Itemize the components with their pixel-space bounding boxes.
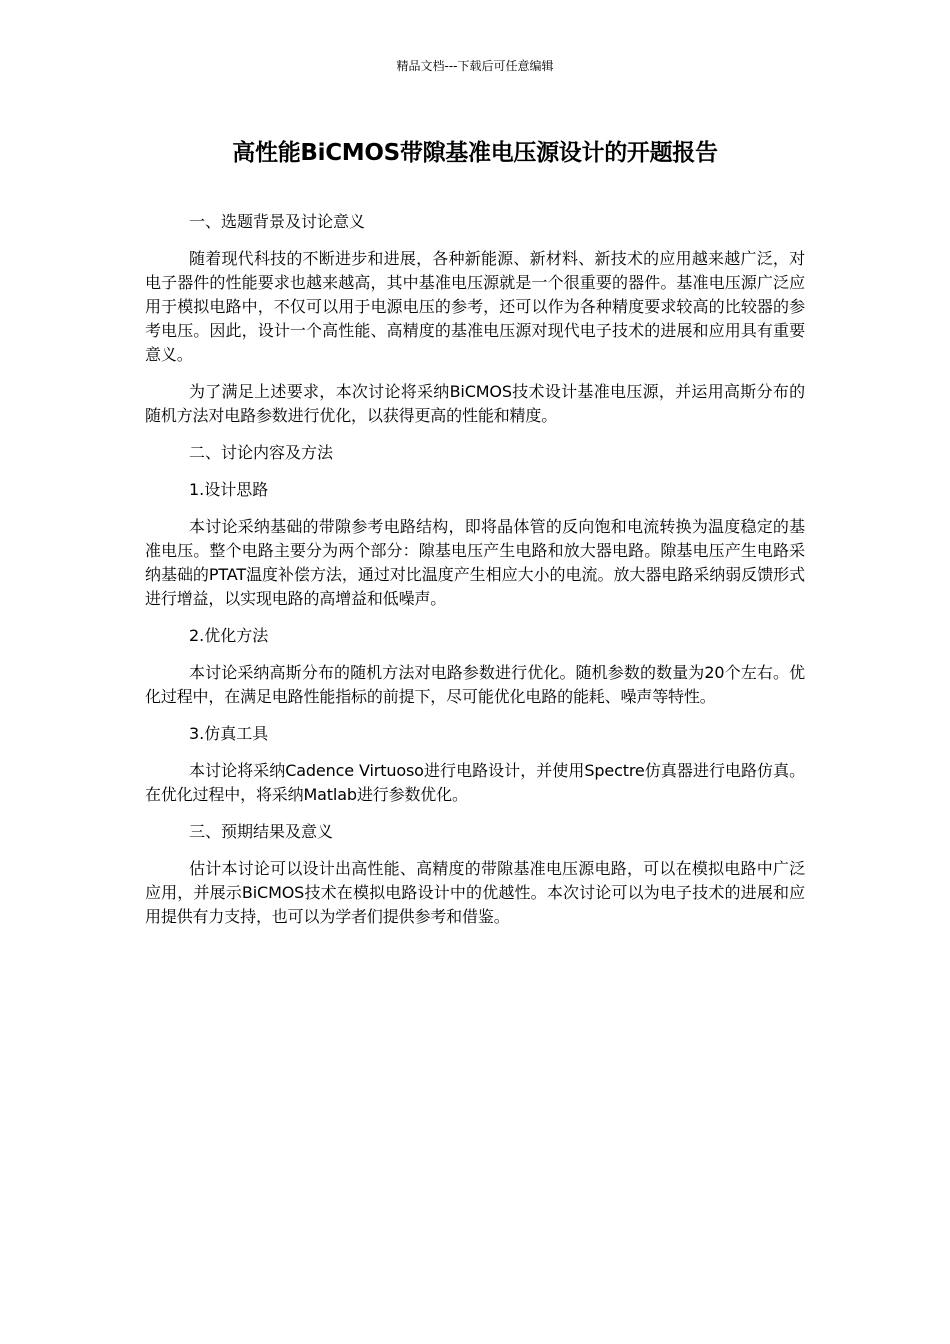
- page-header: 精品文档---下载后可任意编辑: [396, 59, 554, 73]
- subheading-optimization-method: 2.优化方法: [189, 626, 269, 645]
- subheading-design-approach: 1.设计思路: [189, 480, 269, 499]
- paragraph: 为了满足上述要求，本次讨论将采纳BiCMOS技术设计基准电压源，并运用高斯分布的随机方法对电路参数进行优化，以获得更高的性能和精度。: [145, 382, 805, 425]
- section-heading-content-methods: 二、讨论内容及方法: [189, 443, 334, 462]
- subheading-simulation-tools: 3.仿真工具: [189, 724, 269, 743]
- paragraph: 本讨论将采纳Cadence Virtuoso进行电路设计，并使用Spectre仿真器进行电路仿真。在优化过程中，将采纳Matlab进行参数优化。: [145, 761, 805, 804]
- paragraph: 本讨论采纳高斯分布的随机方法对电路参数进行优化。随机参数的数量为20个左右。优化过程中，在满足电路性能指标的前提下，尽可能优化电路的能耗、噪声等特性。: [145, 663, 805, 706]
- document-title: 高性能BiCMOS带隙基准电压源设计的开题报告: [232, 140, 718, 166]
- paragraph: 本讨论采纳基础的带隙参考电路结构，即将晶体管的反向饱和电流转换为温度稳定的基准电压。整个电路主要分为两个部分：隙基电压产生电路和放大器电路。隙基电压产生电路采纳基础的PTAT温度补偿方法，通过对比温度产生相应大小的电流。放大器电路采纳弱反馈形式进行增益，以实现电路的高增益和低噪声。: [145, 517, 805, 608]
- paragraph: 估计本讨论可以设计出高性能、高精度的带隙基准电压源电路，可以在模拟电路中广泛应用，并展示BiCMOS技术在模拟电路设计中的优越性。本次讨论可以为电子技术的进展和应用提供有力支持，也可以为学者们提供参考和借鉴。: [145, 859, 805, 926]
- section-heading-background: 一、选题背景及讨论意义: [189, 212, 366, 231]
- paragraph: 随着现代科技的不断进步和进展，各种新能源、新材料、新技术的应用越来越广泛，对电子器件的性能要求也越来越高，其中基准电压源就是一个很重要的器件。基准电压源广泛应用于模拟电路中，不仅可以用于电源电压的参考，还可以作为各种精度要求较高的比较器的参考电压。因此，设计一个高性能、高精度的基准电压源对现代电子技术的进展和应用具有重要意义。: [145, 249, 805, 364]
- section-heading-expected-results: 三、预期结果及意义: [189, 822, 334, 841]
- document-body: [145, 210, 805, 942]
